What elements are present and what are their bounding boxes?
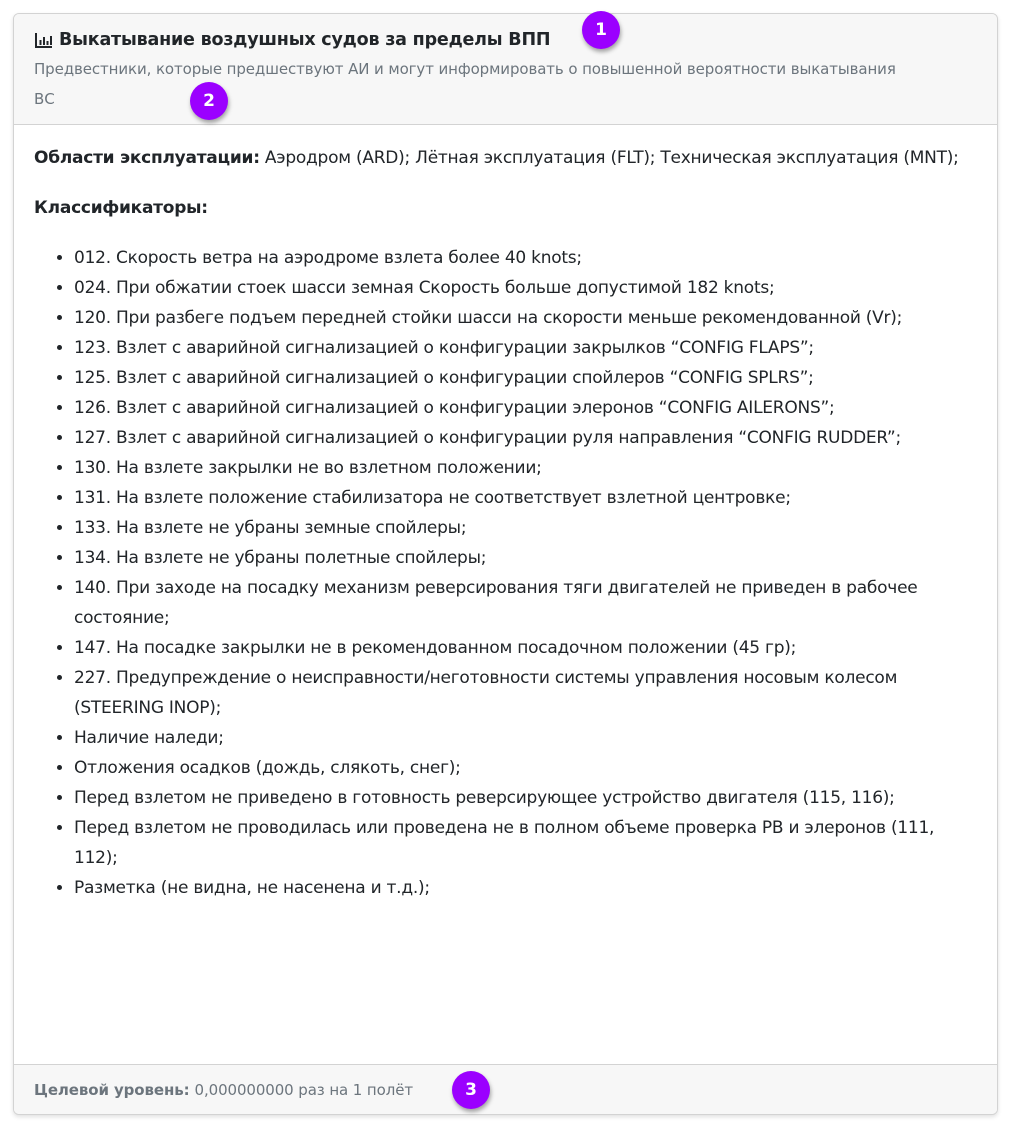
classifiers-list [34,243,977,903]
list-item: • Перед взлетом не приведено в готовность реверсирующее устройство двигателя (115, 116); [74,783,977,813]
list-item: • Перед взлетом не проводилась или проведена не в полном объеме проверка РВ и элеронов (111, 112); [74,813,977,873]
operation-areas-value: Аэродром (ARD); Лётная эксплуатация (FLT); Техническая эксплуатация (MNT); [259,148,959,168]
list-item: • 024. При обжатии стоек шасси земная Скорость больше допустимой 182 knots; [74,273,977,303]
operation-areas-label: Области эксплуатации: [34,148,260,168]
list-item: • 140. При заходе на посадку механизм реверсирования тяги двигателей не приведен в рабочее состояние; [74,573,977,633]
list-item: • 120. При разбеге подъем передней стойки шасси на скорости меньше рекомендованной (Vr); [74,303,977,333]
list-item: • 126. Взлет с аварийной сигнализацией о конфигурации элеронов “CONFIG AILERONS”; [74,393,977,423]
list-item: • 134. На взлете не убраны полетные спойлеры; [74,543,977,573]
list-item: • 147. На посадке закрылки не в рекомендованном посадочном положении (45 гр); [74,633,977,663]
card-header [14,14,997,125]
list-item: • 125. Взлет с аварийной сигнализацией о конфигурации спойлеров “CONFIG SPLRS”; [74,363,977,393]
precursor-card [13,13,998,1115]
annotation-badge-2: 2 [190,82,228,120]
title-row [34,28,977,52]
list-item: • Разметка (не видна, не насенена и т.д.); [74,873,977,903]
target-level-value: 0,000000000 раз на 1 полёт [194,1080,413,1099]
card-body [14,125,997,903]
list-item: • 227. Предупреждение о неисправности/неготовности системы управления носовым колесом (STEERING INOP); [74,663,977,723]
list-item: • 130. На взлете закрылки не во взлетном положении; [74,453,977,483]
annotation-badge-3: 3 [452,1071,490,1109]
classifiers-heading: Классификаторы: [34,198,208,218]
list-item: • 012. Скорость ветра на аэродроме взлета более 40 knots; [74,243,977,273]
list-item: • 133. На взлете не убраны земные спойлеры; [74,513,977,543]
operation-areas [34,143,977,173]
list-item: • 127. Взлет с аварийной сигнализацией о конфигурации руля направления “CONFIG RUDDER”; [74,423,977,453]
list-item: • 123. Взлет с аварийной сигнализацией о конфигурации закрылков “CONFIG FLAPS”; [74,333,977,363]
list-item: • Наличие наледи; [74,723,977,753]
list-item: • 131. На взлете положение стабилизатора не соответствует взлетной центровке; [74,483,977,513]
bar-chart-icon [34,31,54,49]
list-item: • Отложения осадков (дождь, слякоть, снег); [74,753,977,783]
card-subtitle: Предвестники, которые предшествуют АИ и могут информировать о повышенной вероятности выкатывания ВС [34,60,896,108]
annotation-badge-1: 1 [582,11,620,49]
target-level-label: Целевой уровень: [34,1080,190,1099]
card-title: Выкатывание воздушных судов за пределы ВПП [59,30,551,50]
card-footer [14,1064,997,1114]
